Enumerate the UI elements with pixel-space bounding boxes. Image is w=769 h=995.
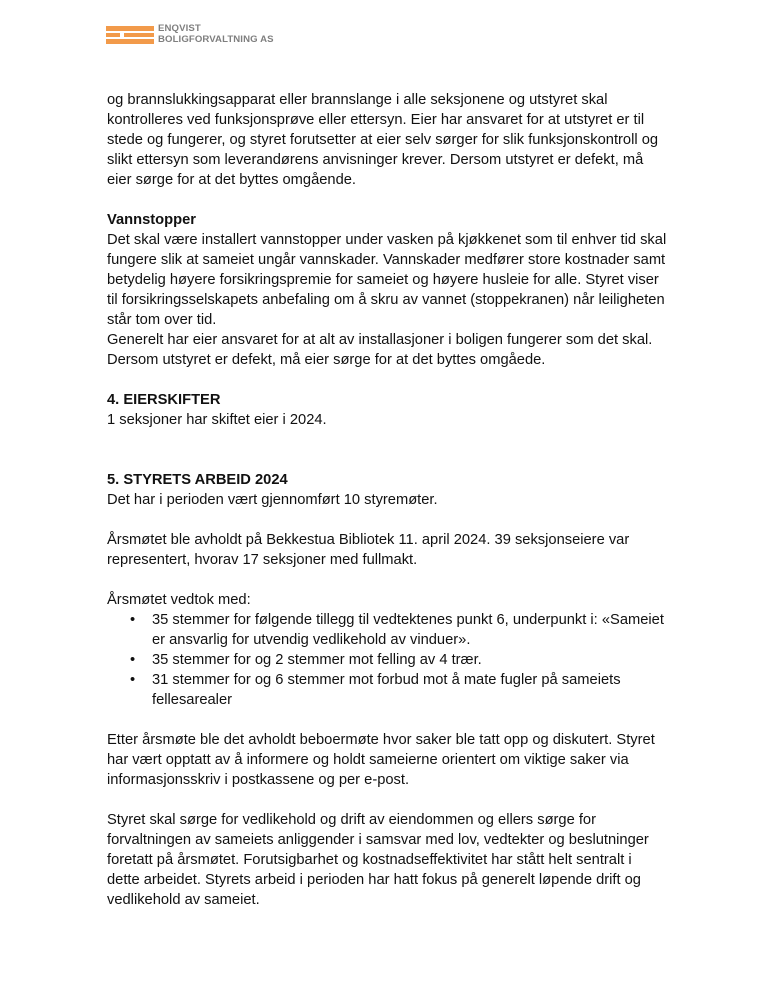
logo-line1: ENQVIST — [158, 23, 201, 34]
list-item: • 31 stemmer for og 6 stemmer mot forbud mot å mate fugler på sameiets fellesarealer — [130, 672, 621, 708]
styret-paragraph-5: Styret skal sørge for vedlikehold og drift av eiendommen og ellers sørge for forvaltningen av sameiets anliggender i samsvar med lov, vedtekter og beslutninger foretatt på årsmøtet. Forutsigbarhet og kostnadseffektivitet har stått helt sentralt i dette arbeidet. Styrets arbeid i perioden har hatt fokus på generelt løpende drift og vedlikehold av sameiet. — [107, 812, 649, 908]
company-logo — [106, 24, 346, 46]
logo-text — [158, 24, 274, 45]
list-item: • 35 stemmer for og 2 stemmer mot felling av 4 trær. — [130, 652, 482, 668]
styret-paragraph-1: Det har i perioden vært gjennomført 10 styremøter. — [107, 492, 438, 508]
list-item: • 35 stemmer for følgende tillegg til vedtektenes punkt 6, underpunkt i: «Sameiet er ansvarlig for utvendig vedlikehold av vinduer». — [130, 612, 664, 648]
vannstopper-paragraph-2: Generelt har eier ansvaret for at alt av installasjoner i boligen fungerer som det skal. Dersom utstyret er defekt, må eier sørge for at det byttes omgåede. — [107, 332, 653, 368]
vannstopper-paragraph: Det skal være installert vannstopper under vasken på kjøkkenet som til enhver tid skal fungere slik at sameiet ungår vannskader. Vannskader medfører store kostnader samt betydelig høyere forsikringspremie for sameiet og høyere husleie for alle. Styret viser til forsikringsselskapets anbefaling om å skru av vannet (stoppekranen) når leiligheten står tom over tid. — [107, 232, 667, 328]
vedtak-list — [107, 610, 667, 710]
section-heading-styret: 5. STYRETS ARBEID 2024 — [107, 472, 288, 488]
styret-paragraph-2: Årsmøtet ble avholdt på Bekkestua Bibliotek 11. april 2024. 39 seksjonseiere var representert, hvorav 17 seksjoner med fullmakt. — [107, 532, 630, 568]
intro-paragraph: og brannslukkingsapparat eller brannslange i alle seksjonene og utstyret skal kontrolleres ved funksjonsprøve eller ettersyn. Eier har ansvaret for at utstyret er til stede og fungerer, og styret forutsetter at eier selv sørger for slik funksjonskontroll og slikt ettersyn som leverandørens anvisninger krever. Dersom utstyret er defekt, må eier sørge for at det byttes omgående. — [107, 92, 659, 188]
styret-paragraph-4: Etter årsmøte ble det avholdt beboermøte hvor saker ble tatt opp og diskutert. Styret har vært opptatt av å informere og holdt sameierne orientert om viktige saker via informasjonsskriv i postkassene og per e-post. — [107, 732, 655, 788]
styret-paragraph-3: Årsmøtet vedtok med: — [107, 592, 251, 608]
eierskifter-text: 1 seksjoner har skiftet eier i 2024. — [107, 412, 327, 428]
document-body — [107, 90, 667, 910]
section-heading-vannstopper: Vannstopper — [107, 212, 196, 228]
logo-mark-icon — [106, 26, 154, 44]
logo-line2: BOLIGFORVALTNING AS — [158, 33, 274, 45]
section-heading-eierskifter: 4. EIERSKIFTER — [107, 392, 221, 408]
